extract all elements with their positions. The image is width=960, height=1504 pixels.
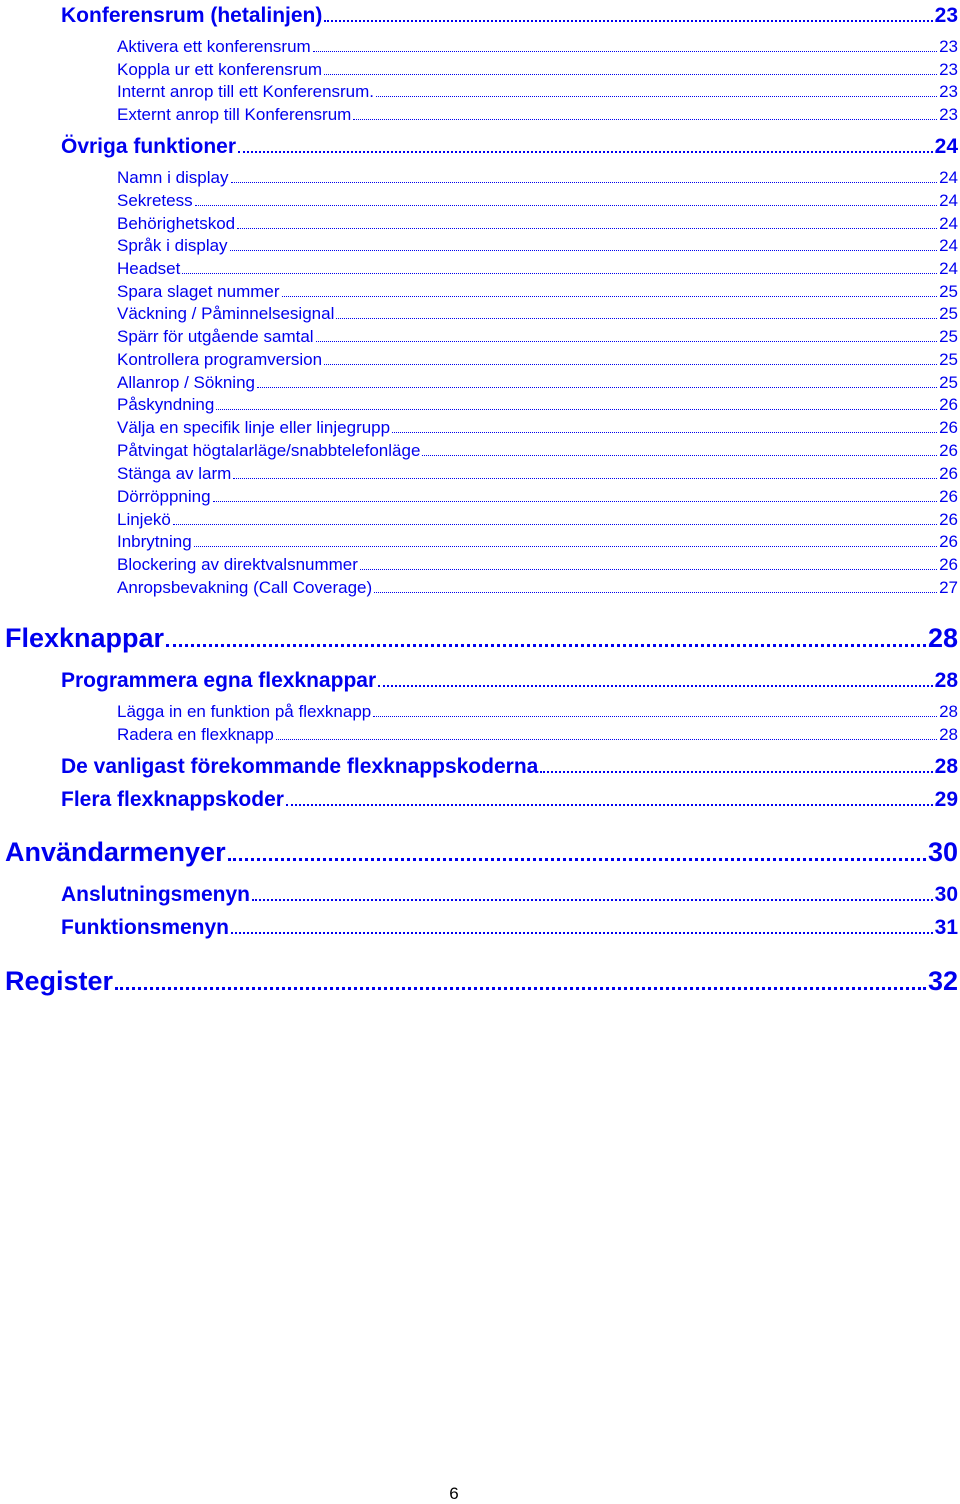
toc-entry[interactable] — [117, 373, 958, 393]
toc-entry-page-number: 25 — [939, 350, 958, 370]
toc-entry-title: Blockering av direktvalsnummer — [117, 555, 358, 575]
toc-entry-title: Lägga in en funktion på flexknapp — [117, 702, 372, 722]
toc-entry-title: Övriga funktioner — [61, 135, 237, 159]
dot-leader — [360, 559, 937, 570]
toc-entry-page-number: 26 — [939, 418, 958, 438]
toc-entry-title: Dörröppning — [117, 487, 211, 507]
dot-leader — [374, 582, 937, 593]
dot-leader — [195, 195, 937, 206]
toc-entry-title: Namn i display — [117, 168, 229, 188]
toc-entry-page-number: 28 — [939, 702, 958, 722]
toc-entry[interactable] — [117, 555, 958, 575]
toc-entry-title: Behörighetskod — [117, 214, 236, 234]
dot-leader — [257, 377, 937, 388]
dot-leader — [233, 468, 937, 479]
toc-entry-title: Användarmenyer — [5, 837, 226, 868]
dot-leader — [237, 218, 937, 229]
toc-entry[interactable] — [61, 755, 958, 779]
toc-entry[interactable] — [117, 60, 958, 80]
toc-entry-title: Stänga av larm — [117, 464, 232, 484]
toc-entry-page-number: 26 — [939, 532, 958, 552]
toc-entry[interactable] — [117, 441, 958, 461]
toc-entry-title: Flexknappar — [5, 623, 165, 654]
dot-leader — [252, 887, 933, 902]
toc-entry-page-number: 26 — [939, 395, 958, 415]
toc-entry[interactable] — [117, 259, 958, 279]
toc-entry-title: Allanrop / Sökning — [117, 373, 255, 393]
dot-leader — [324, 354, 937, 365]
toc-entry[interactable] — [117, 214, 958, 234]
toc-entry-title: Headset — [117, 259, 181, 279]
dot-leader — [173, 514, 937, 525]
dot-leader — [194, 536, 937, 547]
toc-entry[interactable] — [5, 623, 958, 654]
toc-entry[interactable] — [61, 4, 958, 28]
toc-entry[interactable] — [117, 487, 958, 507]
dot-leader — [231, 172, 938, 183]
dot-leader — [238, 139, 933, 154]
toc-entry-title: Kontrollera programversion — [117, 350, 323, 370]
toc-entry-title: Funktionsmenyn — [61, 916, 230, 940]
dot-leader — [231, 920, 933, 935]
toc-entry-page-number: 25 — [939, 304, 958, 324]
toc-entry-title: Inbrytning — [117, 532, 192, 552]
dot-leader — [276, 729, 937, 740]
dot-leader — [166, 628, 926, 647]
dot-leader — [228, 842, 926, 861]
toc-entry-page-number: 23 — [934, 4, 958, 28]
toc-entry-title: Koppla ur ett konferensrum — [117, 60, 323, 80]
toc-entry-page-number: 28 — [939, 725, 958, 745]
toc-entry-title: Radera en flexknapp — [117, 725, 274, 745]
toc-entry-page-number: 24 — [939, 168, 958, 188]
toc-entry[interactable] — [117, 168, 958, 188]
dot-leader — [316, 331, 938, 342]
toc-entry[interactable] — [61, 669, 958, 693]
toc-entry-page-number: 25 — [939, 373, 958, 393]
toc-entry-title: Aktivera ett konferensrum — [117, 37, 311, 57]
toc-entry-page-number: 24 — [939, 191, 958, 211]
toc-entry-page-number: 26 — [939, 464, 958, 484]
dot-leader — [373, 706, 937, 717]
toc-entry[interactable] — [117, 327, 958, 347]
toc-entry-page-number: 29 — [934, 788, 958, 812]
toc-entry-page-number: 26 — [939, 487, 958, 507]
toc-entry[interactable] — [117, 191, 958, 211]
toc-entry-page-number: 24 — [939, 259, 958, 279]
dot-leader — [324, 64, 937, 75]
toc-entry-page-number: 27 — [939, 578, 958, 598]
toc-entry-page-number: 25 — [939, 282, 958, 302]
toc-entry-page-number: 25 — [939, 327, 958, 347]
toc-entry-page-number: 23 — [939, 82, 958, 102]
toc-entry[interactable] — [61, 916, 958, 940]
toc-entry-page-number: 32 — [927, 966, 958, 997]
toc-entry-title: Anslutningsmenyn — [61, 883, 251, 907]
toc-entry-title: Linjekö — [117, 510, 171, 530]
toc-entry[interactable] — [61, 883, 958, 907]
toc-entry[interactable] — [117, 532, 958, 552]
toc-entry-title: Flera flexknappskoder — [61, 788, 284, 812]
dot-leader — [378, 673, 933, 688]
dot-leader — [230, 240, 938, 251]
toc-entry-title: Välja en specifik linje eller linjegrupp — [117, 418, 391, 438]
toc-entry[interactable] — [117, 578, 958, 598]
toc-entry-title: De vanligast förekommande flexknappskoderna — [61, 755, 539, 779]
toc-entry-page-number: 31 — [934, 916, 958, 940]
toc-entry[interactable] — [61, 135, 958, 159]
toc-entry[interactable] — [5, 966, 958, 997]
toc-entry[interactable] — [117, 395, 958, 415]
toc-entry-page-number: 30 — [927, 837, 958, 868]
dot-leader — [376, 86, 937, 97]
toc-entry-title: Sekretess — [117, 191, 193, 211]
toc-entry[interactable] — [117, 37, 958, 57]
toc-entry-title: Språk i display — [117, 236, 228, 256]
toc-entry-page-number: 28 — [934, 755, 958, 779]
toc-entry-page-number: 26 — [939, 510, 958, 530]
toc-entry[interactable] — [117, 702, 958, 722]
page-number: 6 — [449, 1484, 459, 1503]
toc-entry-title: Väckning / Påminnelsesignal — [117, 304, 335, 324]
toc-entry-title: Programmera egna flexknappar — [61, 669, 377, 693]
toc-entry[interactable] — [117, 350, 958, 370]
dot-leader — [115, 971, 926, 990]
dot-leader — [182, 263, 937, 274]
toc-entry[interactable] — [117, 464, 958, 484]
dot-leader — [286, 792, 933, 807]
toc-entry-page-number: 24 — [939, 236, 958, 256]
toc-entry[interactable] — [117, 725, 958, 745]
toc-entry[interactable] — [61, 788, 958, 812]
dot-leader — [392, 422, 937, 433]
dot-leader — [324, 8, 932, 23]
dot-leader — [353, 109, 937, 120]
toc-entry-page-number: 28 — [927, 623, 958, 654]
toc-entry-title: Påskyndning — [117, 395, 215, 415]
toc-entry-title: Internt anrop till ett Konferensrum. — [117, 82, 375, 102]
toc-entry-page-number: 23 — [939, 60, 958, 80]
dot-leader — [313, 41, 937, 52]
toc-entry[interactable] — [117, 236, 958, 256]
toc-entry-page-number: 26 — [939, 441, 958, 461]
toc-entry-title: Register — [5, 966, 114, 997]
toc-entry[interactable] — [117, 418, 958, 438]
dot-leader — [213, 491, 938, 502]
toc-entry-page-number: 28 — [934, 669, 958, 693]
dot-leader — [282, 286, 938, 297]
toc-entry[interactable] — [5, 837, 958, 868]
toc-entry-page-number: 23 — [939, 105, 958, 125]
toc-entry-title: Spara slaget nummer — [117, 282, 280, 302]
toc-entry[interactable] — [117, 282, 958, 302]
toc-entry-title: Spärr för utgående samtal — [117, 327, 314, 347]
dot-leader — [336, 308, 937, 319]
dot-leader — [216, 399, 937, 410]
toc-entry[interactable] — [117, 105, 958, 125]
toc-entry-page-number: 23 — [939, 37, 958, 57]
toc-entry-page-number: 24 — [934, 135, 958, 159]
toc-entry-page-number: 24 — [939, 214, 958, 234]
toc-entry[interactable] — [117, 510, 958, 530]
toc-entry-title: Anropsbevakning (Call Coverage) — [117, 578, 373, 598]
toc-entry-title: Konferensrum (hetalinjen) — [61, 4, 323, 28]
toc-entry-page-number: 26 — [939, 555, 958, 575]
dot-leader — [540, 759, 932, 774]
toc-entry[interactable] — [117, 82, 958, 102]
toc-entry-title: Påtvingat högtalarläge/snabbtelefonläge — [117, 441, 421, 461]
toc-entry[interactable] — [117, 304, 958, 324]
toc-entry-title: Externt anrop till Konferensrum — [117, 105, 352, 125]
dot-leader — [422, 445, 937, 456]
toc-entry-page-number: 30 — [934, 883, 958, 907]
